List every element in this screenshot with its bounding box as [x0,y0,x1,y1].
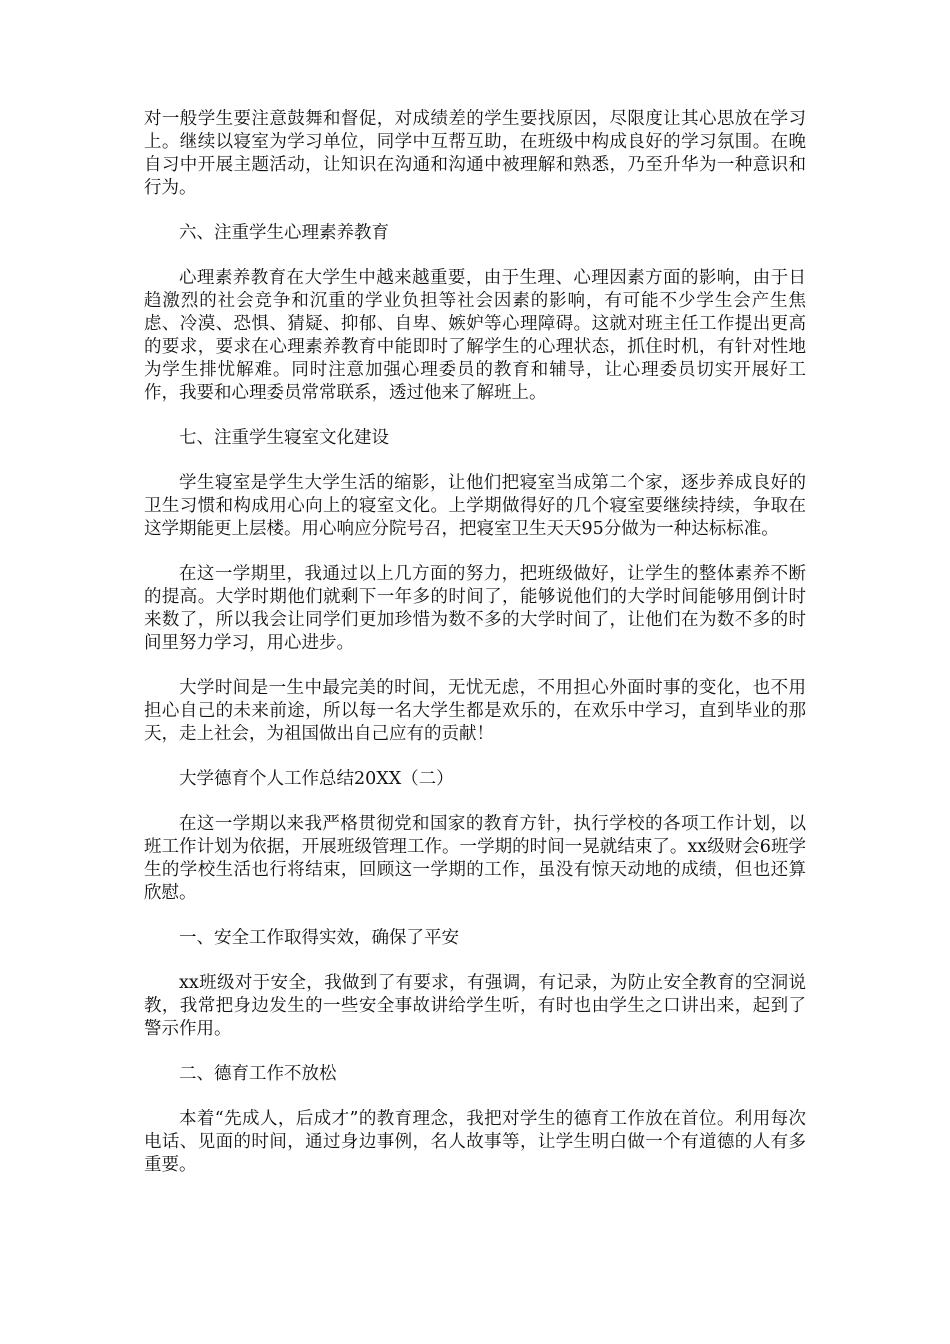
paragraph-university-time: 大学时间是一生中最完美的时间，无忧无虑，不用担心外面时事的变化，也不用担心自己的未来前途，所以每一名大学生都是欢乐的，在欢乐中学习，直到毕业的那天，走上社会，为祖国做出自己应有的贡献！ [144,678,806,744]
heading-moral-education: 二、德育工作不放松 [179,1064,337,1084]
heading-dorm-culture: 七、注重学生寝室文化建设 [179,428,389,448]
paragraph-semester-efforts: 在这一学期里，我通过以上几方面的努力，把班级做好，让学生的整体素养不断的提高。大学时期他们就剩下一年多的时间了，能够说他们的大学时间能够用倒计时来数了，所以我会让同学们更加珍惜为数不多的大学时间了，让他们在为数不多的时间里努力学习，用心进步。 [144,564,806,653]
heading-summary-part-two: 大学德育个人工作总结20XX（二） [179,769,454,789]
paragraph-safety-work: xx班级对于安全，我做到了有要求，有强调，有记录，为防止安全教育的空洞说教，我常把身边发生的一些安全事故讲给学生听，有时也由学生之口讲出来，起到了警示作用。 [144,973,806,1039]
heading-safety-work: 一、安全工作取得实效，确保了平安 [179,928,459,948]
document-page [144,108,806,1199]
paragraph-dorm-culture: 学生寝室是学生大学生活的缩影，让他们把寝室当成第二个家，逐步养成良好的卫生习惯和构成用心向上的寝室文化。上学期做得好的几个寝室要继续持续，争取在这学期能更上层楼。用心响应分院号召，把寝室卫生天天95分做为一种达标标准。 [144,473,806,539]
paragraph-semester-review: 在这一学期以来我严格贯彻党和国家的教育方针，执行学校的各项工作计划，以班工作计划为依据，开展班级管理工作。一学期的时间一晃就结束了。xx级财会6班学生的学校生活也行将结束，回顾这一学期的工作，虽没有惊天动地的成绩，但也还算欣慰。 [144,814,806,903]
paragraph-psychology-education: 心理素养教育在大学生中越来越重要，由于生理、心理因素方面的影响，由于日趋激烈的社会竞争和沉重的学业负担等社会因素的影响，有可能不少学生会产生焦虑、冷漠、恐惧、猜疑、抑郁、自卑、嫉妒等心理障碍。这就对班主任工作提出更高的要求，要求在心理素养教育中能即时了解学生的心理状态，抓住时机，有针对性地为学生排忧解难。同时注意加强心理委员的教育和辅导，让心理委员切实开展好工作，我要和心理委员常常联系，透过他来了解班上。 [144,268,806,403]
heading-psychology-education: 六、注重学生心理素养教育 [179,223,389,243]
paragraph-study-atmosphere: 对一般学生要注意鼓舞和督促，对成绩差的学生要找原因，尽限度让其心思放在学习上。继续以寝室为学习单位，同学中互帮互助，在班级中构成良好的学习氛围。在晚自习中开展主题活动，让知识在沟通和沟通中被理解和熟悉，乃至升华为一种意识和行为。 [144,109,806,198]
paragraph-moral-education: 本着“先成人，后成才”的教育理念，我把对学生的德育工作放在首位。利用每次电话、见面的时间，通过身边事例，名人故事等，让学生明白做一个有道德的人有多重要。 [144,1109,806,1175]
